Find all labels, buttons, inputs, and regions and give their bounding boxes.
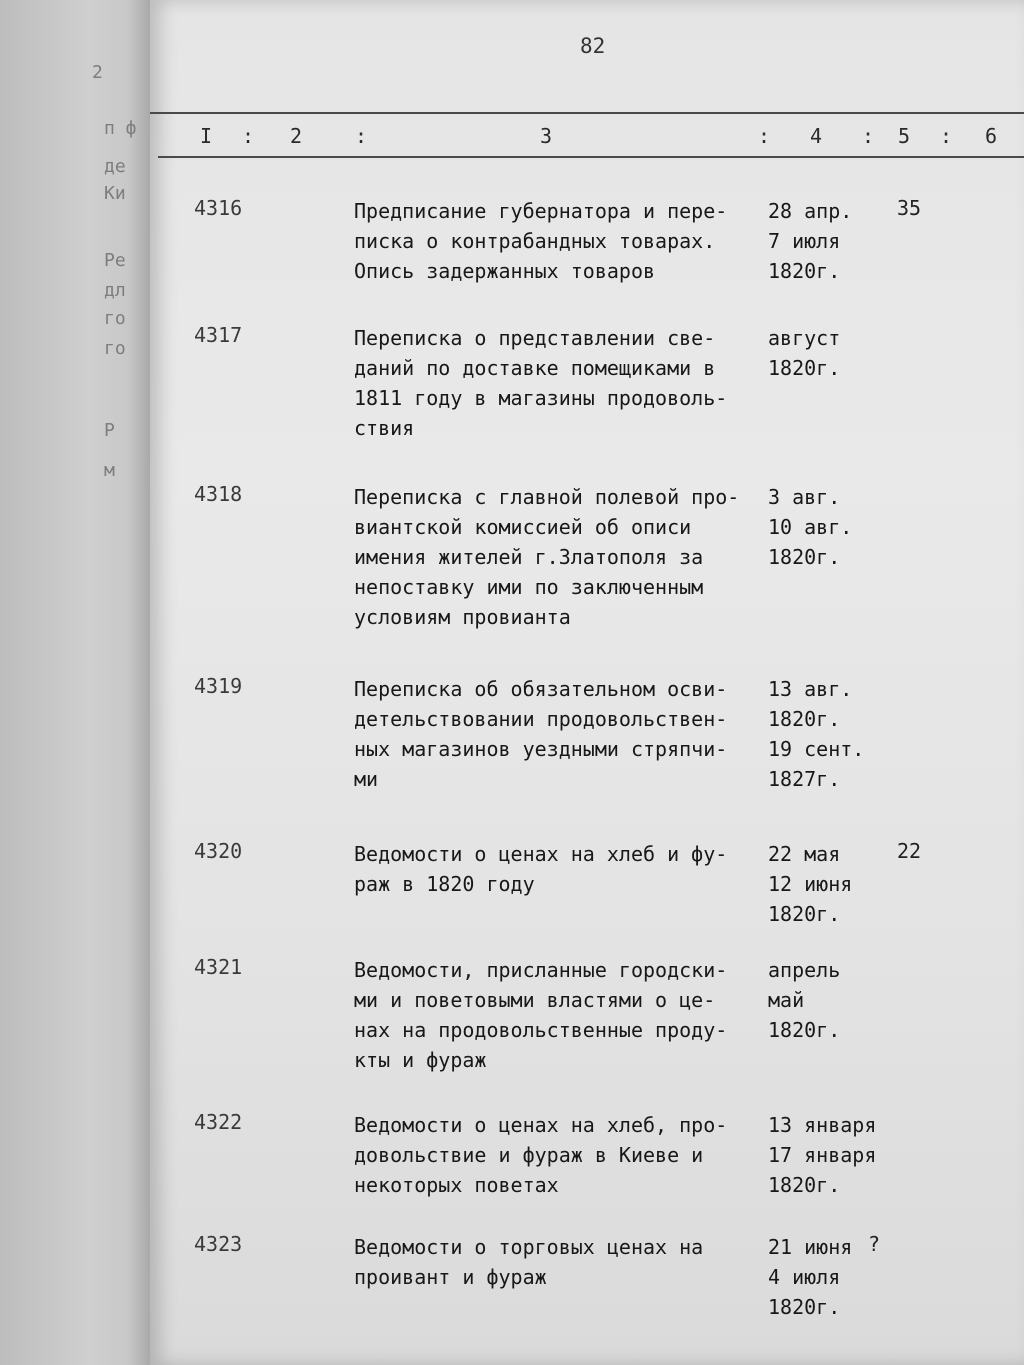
left-page-fragment: Ки [104, 183, 126, 204]
title-line: Ведомости о торговых ценах на [354, 1235, 704, 1259]
title-line: условиям провианта [354, 605, 571, 629]
column-separator: : [862, 124, 875, 148]
date-line: 19 сент. [768, 737, 865, 761]
title-line: Ведомости, присланные городски- [354, 958, 728, 982]
entry-title [354, 1232, 784, 1292]
column-header-4: 4 [810, 124, 823, 148]
column-header-1: I [200, 124, 213, 148]
date-line: апрель [768, 958, 841, 982]
entry-dates [768, 674, 864, 794]
entry-dates [768, 482, 852, 572]
date-line: 1820г. [768, 356, 841, 380]
left-page [0, 0, 150, 1365]
title-line: ми [354, 767, 379, 791]
date-line: 1820г. [768, 259, 841, 283]
left-page-fragment: м [104, 460, 115, 481]
title-line: детельствовании продовольствен- [354, 707, 728, 731]
entry-title [354, 1110, 784, 1200]
title-line: 1811 году в магазины продоволь- [354, 386, 728, 410]
entry-number: 4317 [194, 323, 243, 347]
title-line: виантской комиссией об описи [354, 515, 692, 539]
title-line: раж в 1820 году [354, 872, 535, 896]
entry-sheets: ? [868, 1232, 881, 1256]
date-line: 1827г. [768, 767, 841, 791]
entry-title [354, 839, 784, 899]
date-line: 3 авг. [768, 485, 841, 509]
entry-title [354, 482, 784, 632]
date-line: 7 июля [768, 229, 841, 253]
title-line: непоставку ими по заключенным [354, 575, 704, 599]
left-page-fragment: Р [104, 420, 115, 441]
date-line: 13 января [768, 1113, 877, 1137]
entry-number: 4322 [194, 1110, 243, 1134]
entry-dates [768, 323, 840, 383]
date-line: 1820г. [768, 707, 841, 731]
entry-number: 4320 [194, 839, 243, 863]
title-line: ми и поветовыми властями о це- [354, 988, 716, 1012]
title-line: Ведомости о ценах на хлеб и фу- [354, 842, 728, 866]
date-line: 22 мая [768, 842, 841, 866]
page-edge [128, 0, 150, 1365]
entry-number: 4323 [194, 1232, 243, 1256]
left-page-fragment: го [104, 338, 126, 359]
left-page-fragment: Ре [104, 250, 126, 271]
date-line: 1820г. [768, 1173, 841, 1197]
title-line: даний по доставке помещиками в [354, 356, 716, 380]
entry-dates [768, 196, 852, 286]
date-line: 1820г. [768, 902, 841, 926]
header-rule-bottom [158, 156, 1024, 158]
entry-title [354, 323, 784, 443]
title-line: Ведомости о ценах на хлеб, про- [354, 1113, 728, 1137]
title-line: Переписка о представлении све- [354, 326, 716, 350]
column-separator: : [940, 124, 953, 148]
entry-title [354, 955, 784, 1075]
title-line: кты и фураж [354, 1048, 487, 1072]
date-line: 10 авг. [768, 515, 853, 539]
header-rule-top [150, 112, 1024, 114]
left-page-fragment: п ф [104, 118, 137, 139]
left-page-fragment: го [104, 308, 126, 329]
entry-dates [768, 955, 840, 1045]
title-line: Переписка об обязательном осви- [354, 677, 728, 701]
column-header-6: 6 [985, 124, 998, 148]
entry-dates [768, 839, 852, 929]
title-line: писка о контрабандных товарах. [354, 229, 716, 253]
title-line: проивант и фураж [354, 1265, 547, 1289]
document-page [150, 0, 1024, 1365]
date-line: 28 апр. [768, 199, 853, 223]
title-line: некоторых поветах [354, 1173, 559, 1197]
left-page-fragment: 2 [92, 62, 103, 83]
date-line: 13 авг. [768, 677, 853, 701]
left-page-fragment: дл [104, 280, 126, 301]
column-separator: : [355, 124, 368, 148]
entry-dates [768, 1232, 852, 1322]
title-line: ных магазинов уездными стряпчи- [354, 737, 728, 761]
column-header-2: 2 [290, 124, 303, 148]
date-line: 4 июля [768, 1265, 841, 1289]
date-line: 1820г. [768, 545, 841, 569]
entry-title [354, 674, 784, 794]
title-line: Предписание губернатора и пере- [354, 199, 728, 223]
column-header-3: 3 [540, 124, 553, 148]
title-line: имения жителей г.Златополя за [354, 545, 704, 569]
date-line: 1820г. [768, 1295, 841, 1319]
date-line: май [768, 988, 805, 1012]
left-page-fragment: де [104, 156, 126, 177]
page-number: 82 [580, 34, 606, 58]
title-line: нах на продовольственные проду- [354, 1018, 728, 1042]
entry-number: 4318 [194, 482, 243, 506]
date-line: 21 июня [768, 1235, 853, 1259]
entry-number: 4321 [194, 955, 243, 979]
column-header-5: 5 [898, 124, 911, 148]
entry-number: 4319 [194, 674, 243, 698]
date-line: 17 января [768, 1143, 877, 1167]
title-line: Опись задержанных товаров [354, 259, 656, 283]
entry-number: 4316 [194, 196, 243, 220]
entry-title [354, 196, 784, 286]
column-separator: : [242, 124, 255, 148]
column-separator: : [758, 124, 771, 148]
date-line: август [768, 326, 841, 350]
entry-sheets: 22 [897, 839, 922, 863]
title-line: ствия [354, 416, 415, 440]
title-line: Переписка с главной полевой про- [354, 485, 740, 509]
entry-sheets: 35 [897, 196, 922, 220]
title-line: довольствие и фураж в Киеве и [354, 1143, 704, 1167]
entry-dates [768, 1110, 876, 1200]
date-line: 12 июня [768, 872, 853, 896]
date-line: 1820г. [768, 1018, 841, 1042]
